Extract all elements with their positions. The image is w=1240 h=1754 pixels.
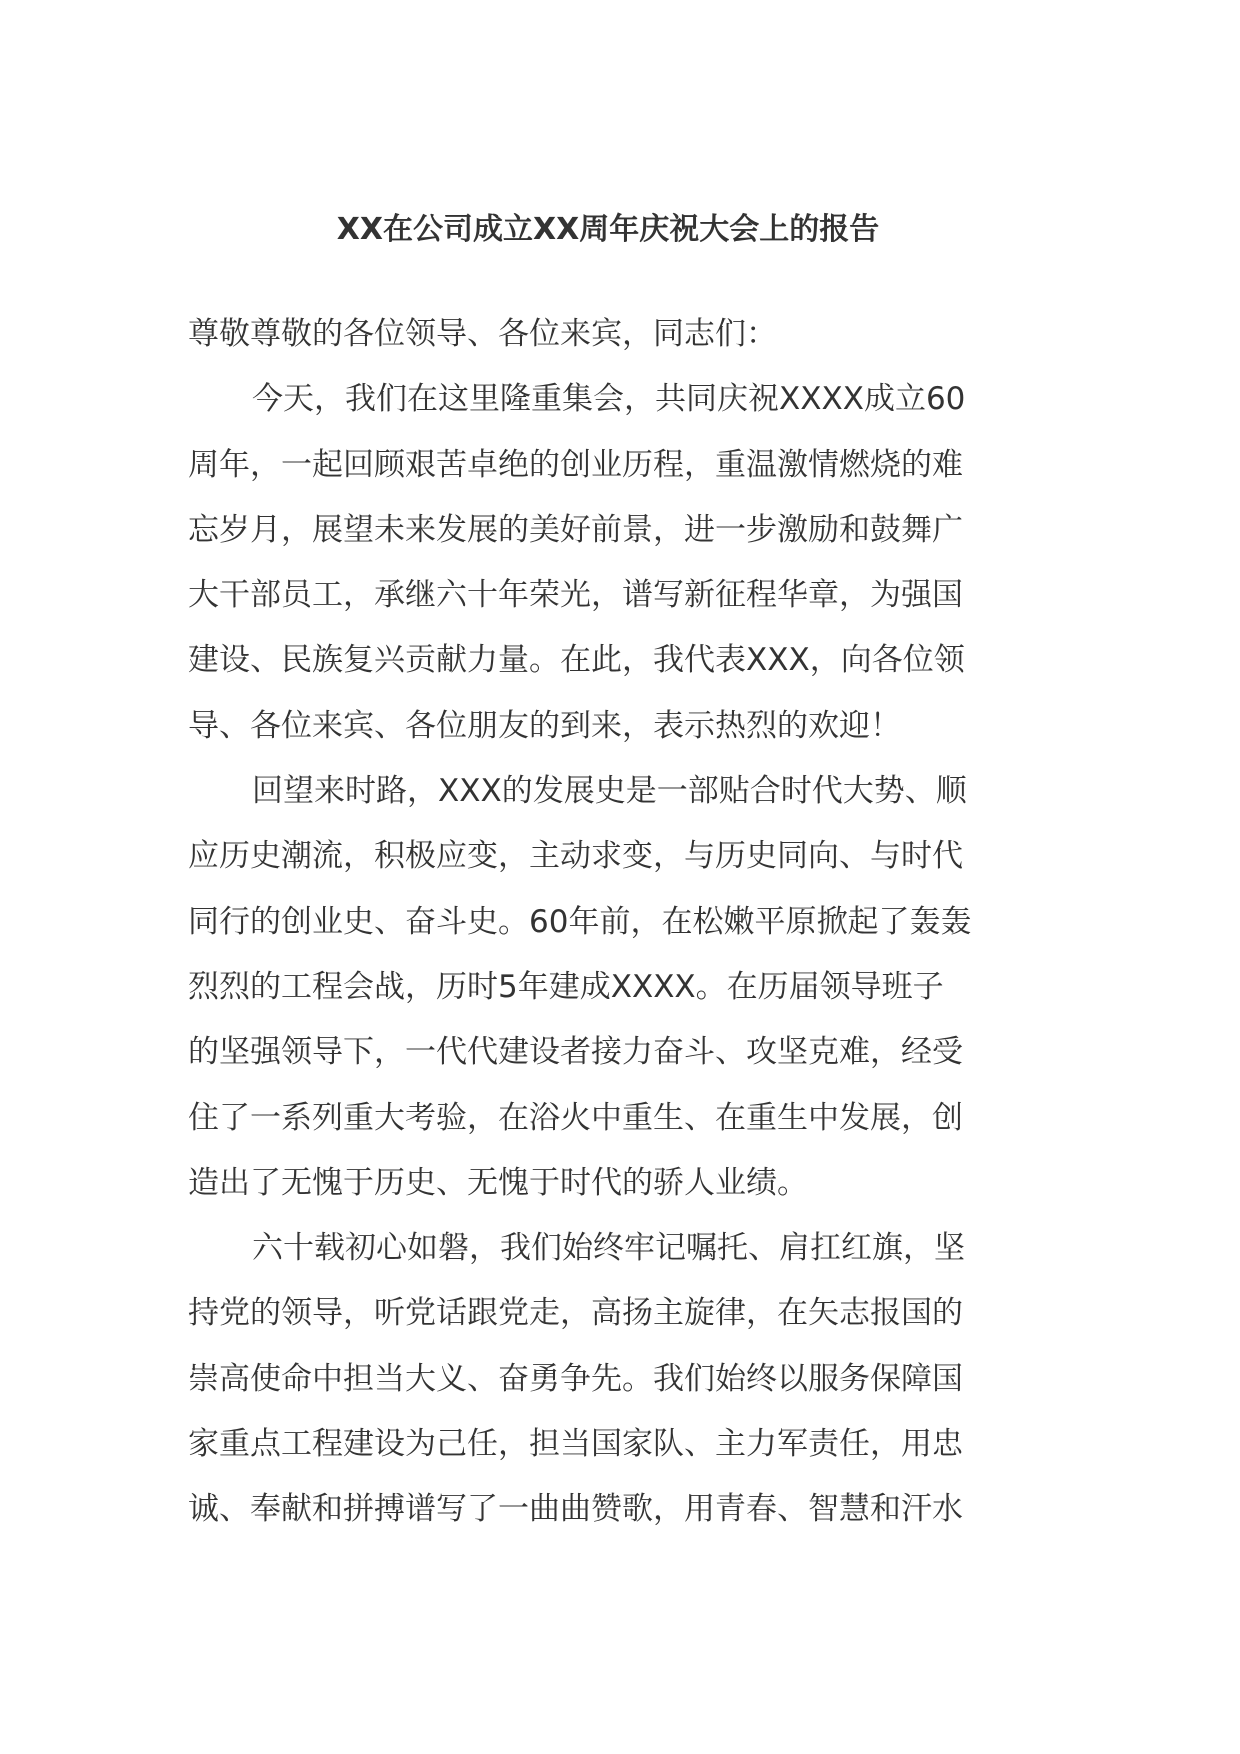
- text-line: 尊敬尊敬的各位领导、各位来宾，同志们：: [188, 316, 777, 352]
- text-line: 诚、奉献和拼搏谱写了一曲曲赞歌，用青春、智慧和汗水: [188, 1491, 963, 1528]
- document-page: [188, 0, 1048, 1754]
- text-line: 家重点工程建设为己任，担当国家队、主力军责任，用忠: [188, 1426, 963, 1463]
- paragraph-first-line: 六十载初心如磐，我们始终牢记嘱托、肩扛红旗，坚: [252, 1230, 965, 1267]
- text-line: 同行的创业史、奋斗史。60年前，在松嫩平原掀起了轰轰: [188, 903, 972, 940]
- paragraph-first-line: 回望来时路，XXX的发展史是一部贴合时代大势、顺: [252, 773, 967, 810]
- text-line: 应历史潮流，积极应变，主动求变，与历史同向、与时代: [188, 838, 963, 875]
- text-line: 崇高使命中担当大义、奋勇争先。我们始终以服务保障国: [188, 1360, 963, 1397]
- text-line: 建设、民族复兴贡献力量。在此，我代表XXX，向各位领: [188, 642, 965, 679]
- document-title: XX在公司成立XX周年庆祝大会上的报告: [336, 212, 880, 247]
- text-line: 周年，一起回顾艰苦卓绝的创业历程，重温激情燃烧的难: [188, 446, 963, 483]
- text-line: 造出了无愧于历史、无愧于时代的骄人业绩。: [188, 1164, 808, 1201]
- text-line: 大干部员工，承继六十年荣光，谱写新征程华章，为强国: [188, 577, 963, 614]
- paragraph-first-line: 今天，我们在这里隆重集会，共同庆祝XXXX成立60: [252, 381, 966, 418]
- text-line: 的坚强领导下，一代代建设者接力奋斗、攻坚克难，经受: [188, 1034, 963, 1071]
- text-line: 烈烈的工程会战，历时5年建成XXXX。在历届领导班子: [188, 968, 944, 1005]
- text-line: 持党的领导，听党话跟党走，高扬主旋律，在矢志报国的: [188, 1295, 963, 1332]
- text-line: 忘岁月，展望未来发展的美好前景，进一步激励和鼓舞广: [188, 511, 963, 548]
- text-line: 导、各位来宾、各位朋友的到来，表示热烈的欢迎！: [188, 707, 901, 744]
- text-line: 住了一系列重大考验，在浴火中重生、在重生中发展，创: [188, 1099, 963, 1136]
- document-body: [188, 302, 1048, 1543]
